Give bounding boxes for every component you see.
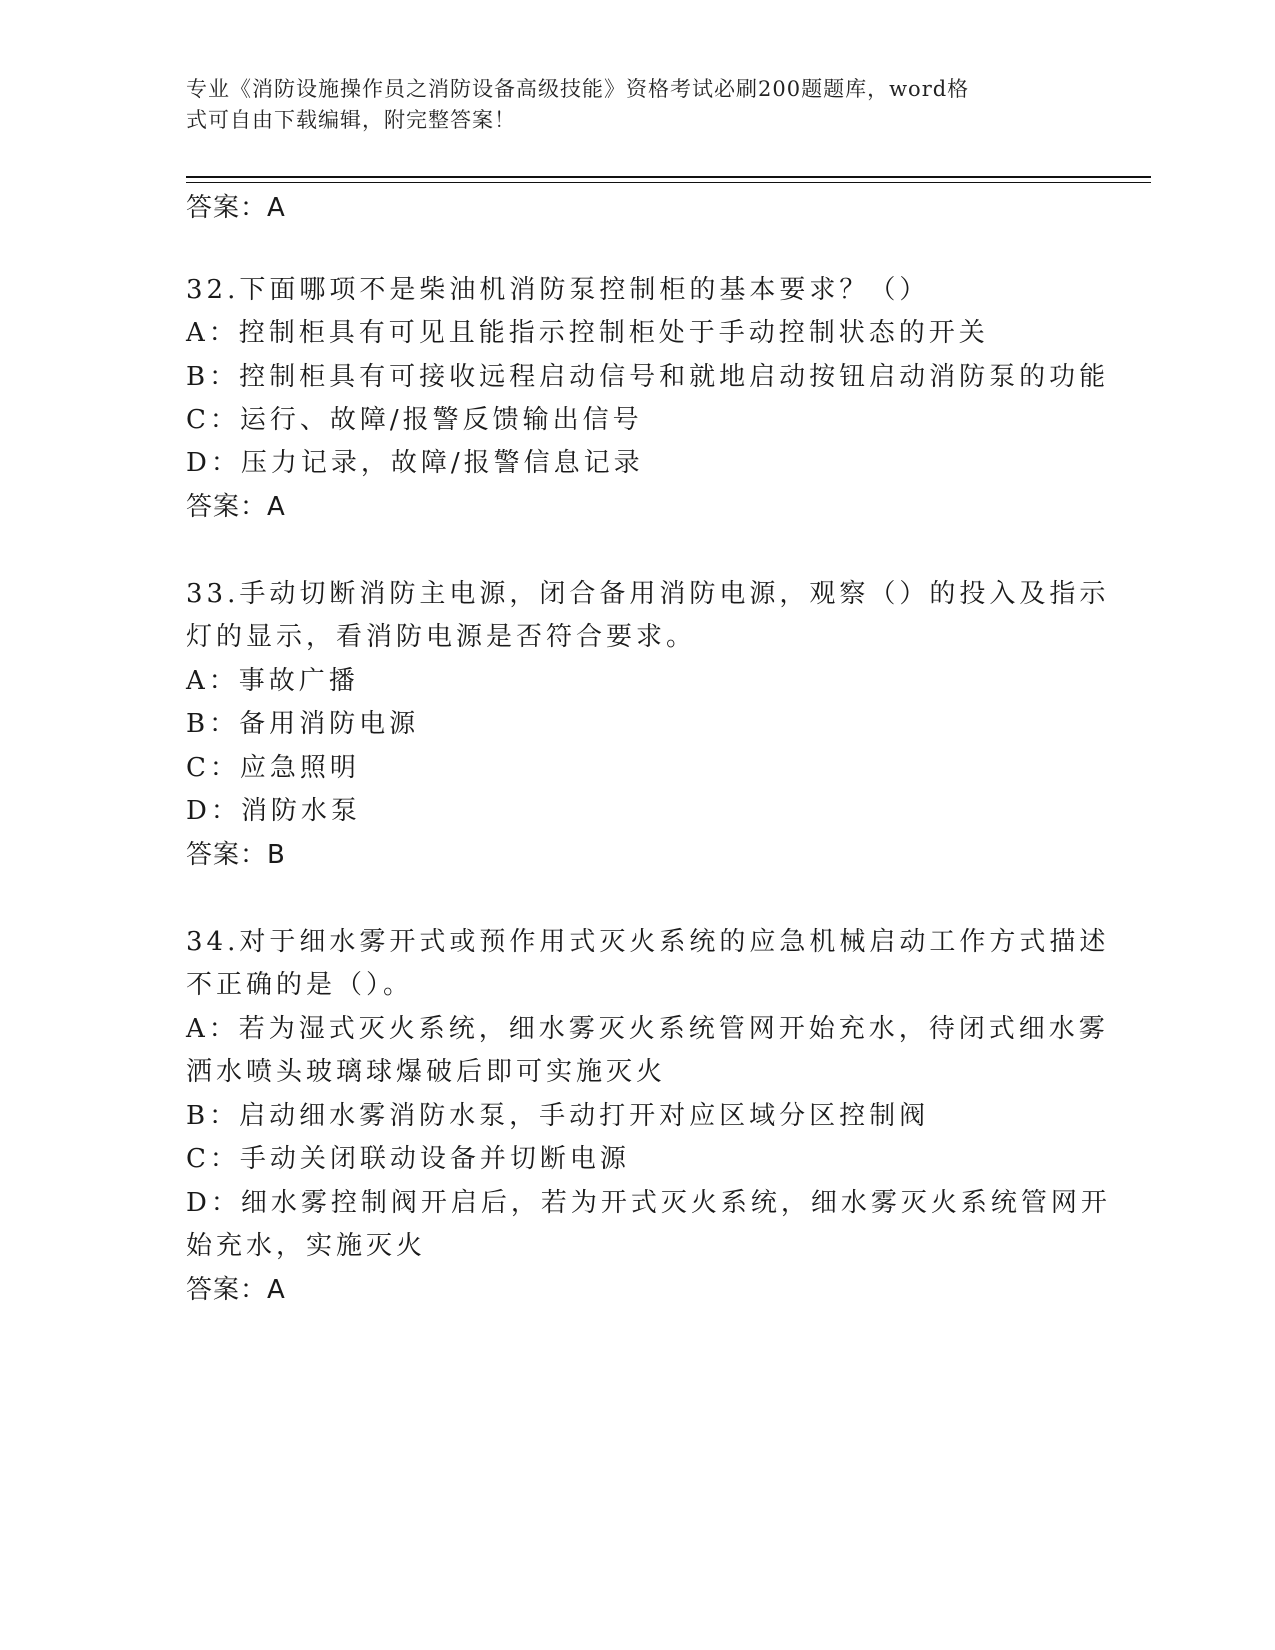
answer-label: 答案：A xyxy=(186,492,286,522)
option-c: C：应急照明 xyxy=(186,753,360,783)
question-stem-cont: 灯的显示，看消防电源是否符合要求。 xyxy=(186,622,697,652)
option-d: D：压力记录，故障/报警信息记录 xyxy=(186,448,644,478)
option-a: A：若为湿式灭火系统，细水雾灭火系统管网开始充水，待闭式细水雾 xyxy=(186,1014,1109,1044)
question-stem: 34.对于细水雾开式或预作用式灭火系统的应急机械启动工作方式描述 xyxy=(186,927,1110,957)
option-b: B：控制柜具有可接收远程启动信号和就地启动按钮启动消防泵的功能 xyxy=(186,362,1110,392)
option-c: C：手动关闭联动设备并切断电源 xyxy=(186,1144,630,1174)
option-b: B：备用消防电源 xyxy=(186,709,420,739)
header-rule-thin xyxy=(186,182,1151,183)
question-stem: 33.手动切断消防主电源，闭合备用消防电源，观察（）的投入及指示 xyxy=(186,579,1110,609)
answer-label: 答案：B xyxy=(186,840,286,870)
answer-label: 答案：A xyxy=(186,1275,286,1305)
option-a-cont: 洒水喷头玻璃球爆破后即可实施灭火 xyxy=(186,1057,667,1087)
header-line-1: 专业《消防设施操作员之消防设备高级技能》资格考试必刷200题题库，word格 xyxy=(186,77,970,101)
header-line-2: 式可自由下载编辑，附完整答案！ xyxy=(186,108,516,132)
question-stem: 32.下面哪项不是柴油机消防泵控制柜的基本要求？（） xyxy=(186,275,930,305)
page-header xyxy=(186,74,1066,136)
option-a: A：控制柜具有可见且能指示控制柜处于手动控制状态的开关 xyxy=(186,318,989,348)
option-d: D：消防水泵 xyxy=(186,796,361,826)
question-stem-cont: 不正确的是（）。 xyxy=(186,970,414,1000)
option-c: C：运行、故障/报警反馈输出信号 xyxy=(186,405,643,435)
option-b: B：启动细水雾消防水泵，手动打开对应区域分区控制阀 xyxy=(186,1101,930,1131)
header-rule-thick xyxy=(186,176,1151,178)
previous-answer: 答案：A xyxy=(186,193,286,223)
option-d: D：细水雾控制阀开启后，若为开式灭火系统，细水雾灭火系统管网开 xyxy=(186,1188,1111,1218)
option-a: A：事故广播 xyxy=(186,666,359,696)
option-d-cont: 始充水，实施灭火 xyxy=(186,1231,427,1261)
